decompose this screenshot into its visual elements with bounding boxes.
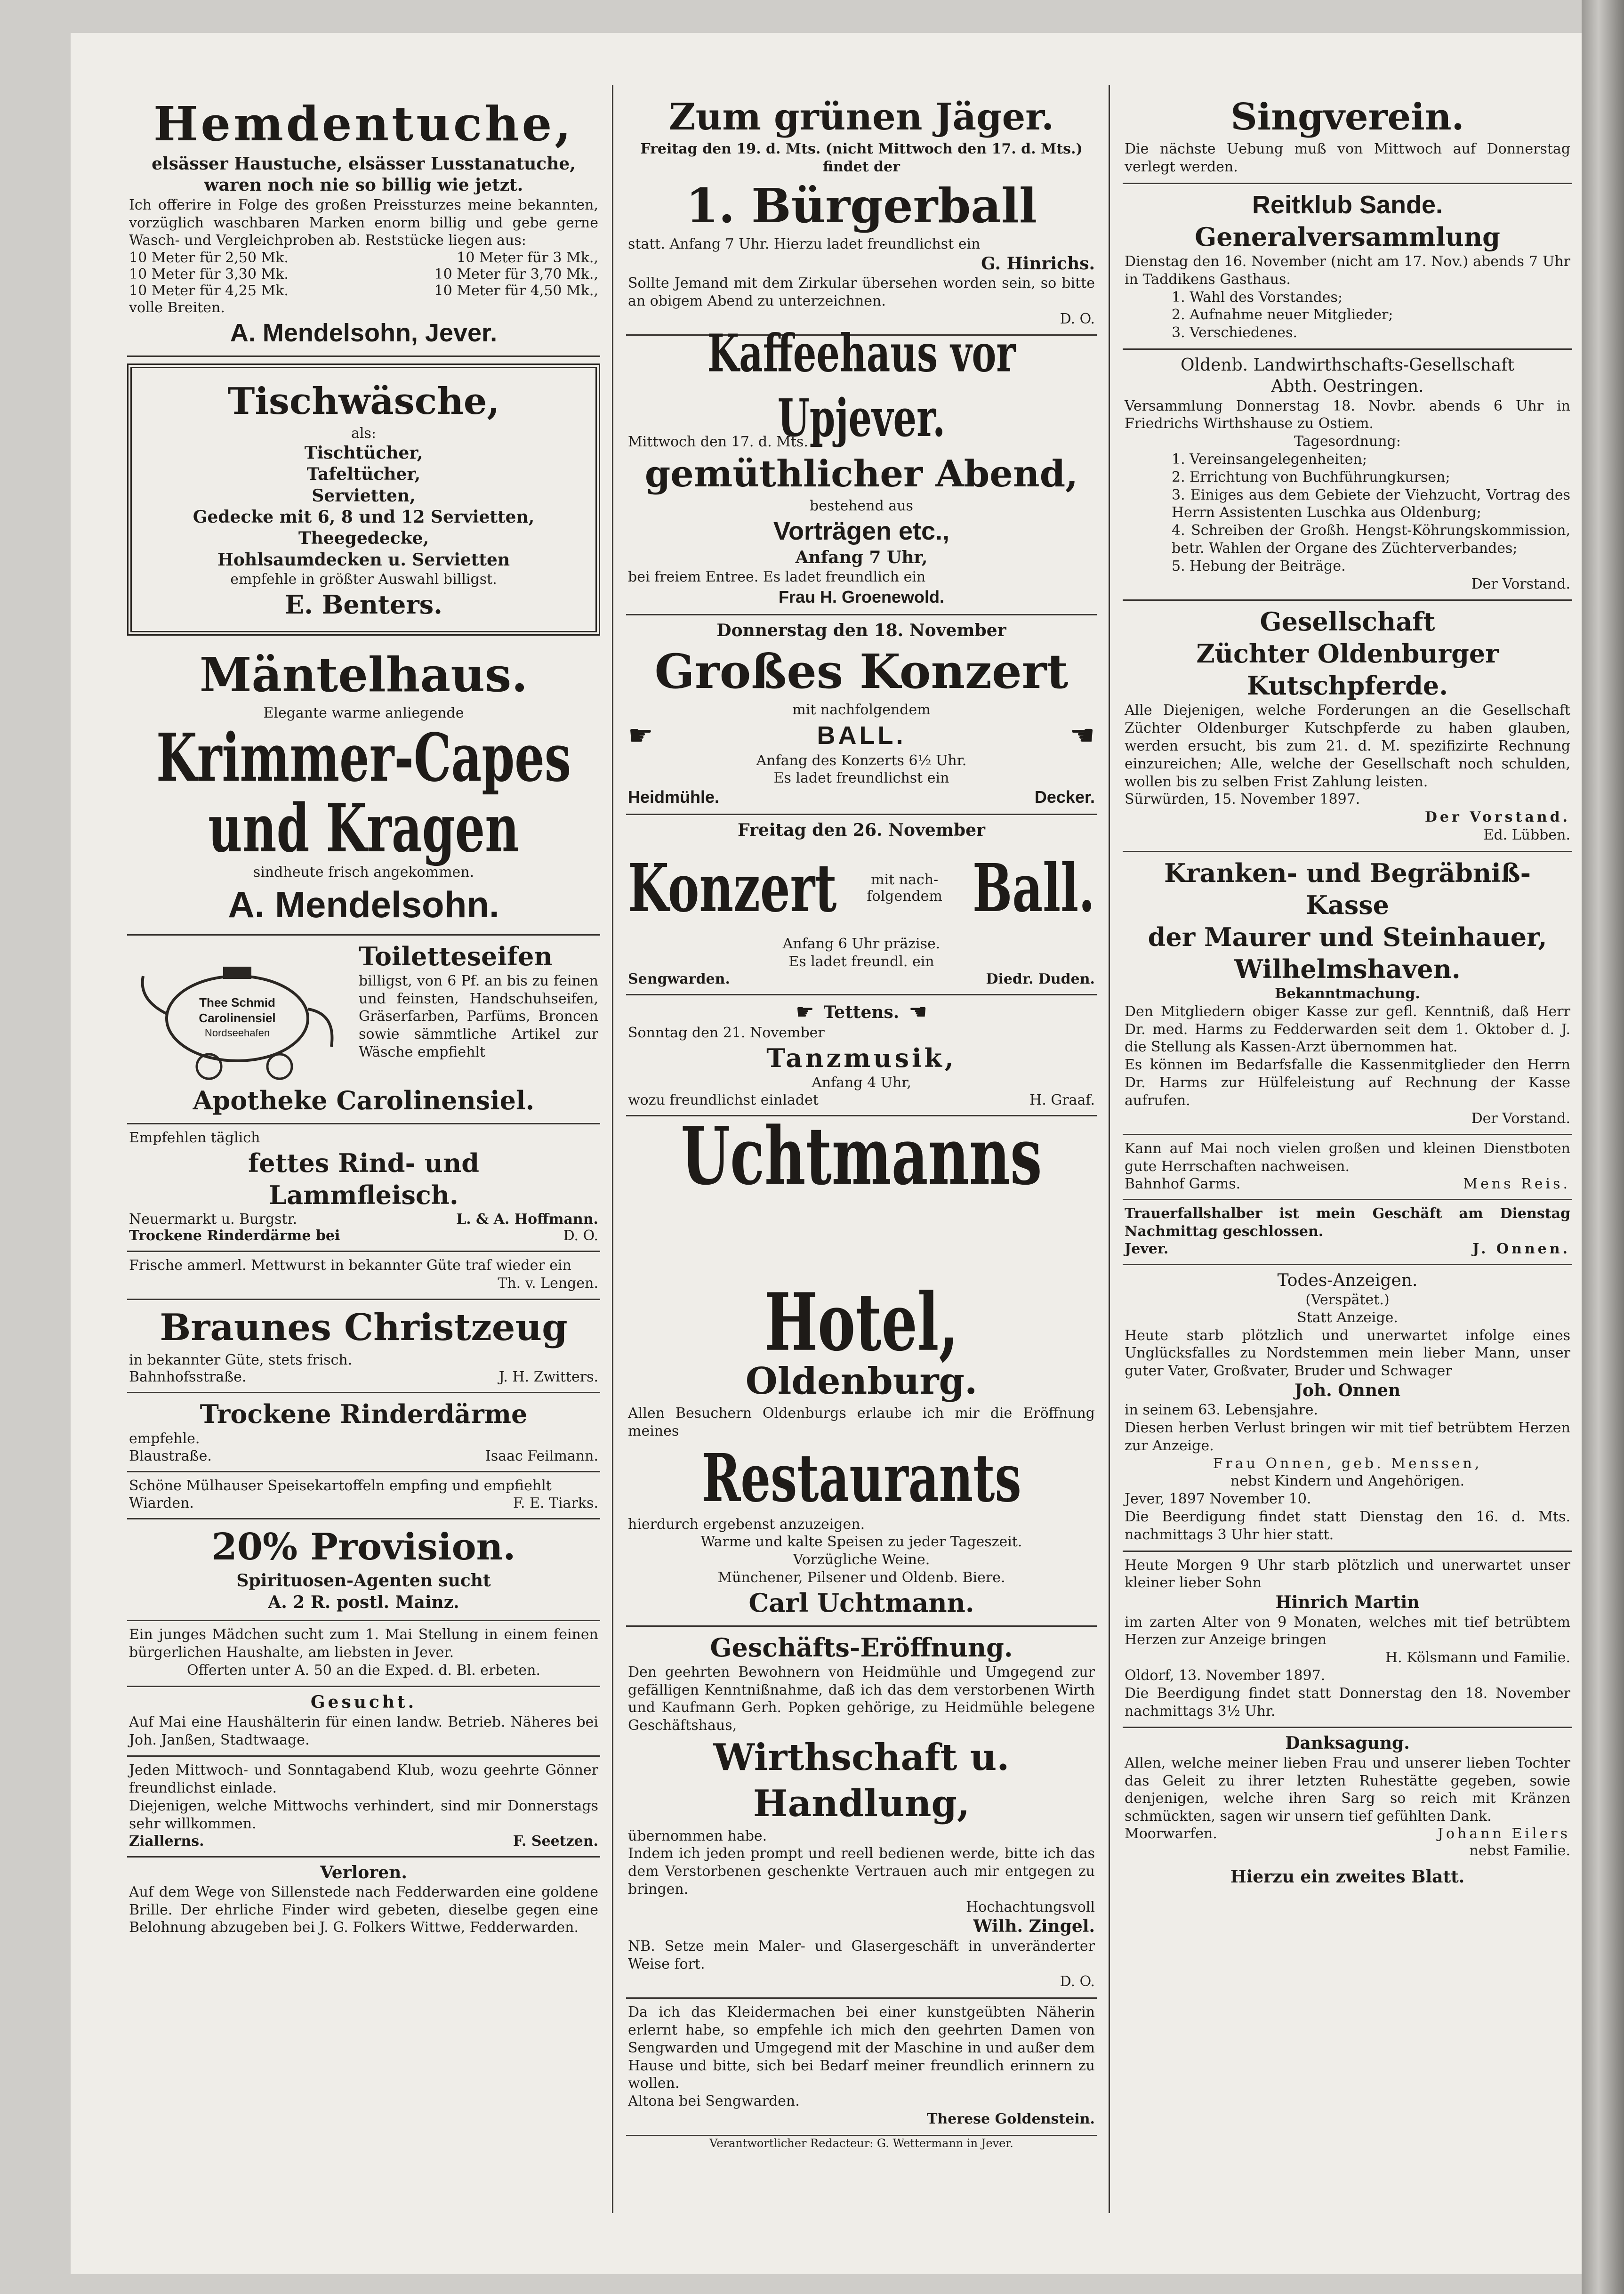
ad-rinderdaerme: Trockene Rinderdärme empfehle. Blaustraße. Isaac Feilmann. xyxy=(127,1393,600,1472)
column-left xyxy=(127,89,600,2208)
ad-title: Trockene Rinderdärme xyxy=(200,1399,528,1430)
ad-gruener-jaeger: Zum grünen Jäger. Freitag den 19. d. Mts. (nicht Mittwoch den 17. d. Mts.) findet der 1. Bürgerball statt. Anfang 7 Uhr. Hierzu ladet freundlichst ein G. Hinrichs. Sollte Jemand mit dem Zirkular übersehen worden sein, so bitte an obigem Abend zu unterzeichnen. D. O. xyxy=(626,89,1097,336)
ad-title: Gesucht. xyxy=(310,1692,417,1712)
ad-uchtmanns-hotel: Uchtmanns Hotel, Oldenburg. Allen Besuchern Oldenburgs erlaube ich mir die Eröffnung meines Restaurants hierdurch ergebenst anzuzeigen. Warme und kalte Speisen zu jeder Tageszeit. Vorzügliche Weine. Münchener, Pilsener und Oldenb. Biere. Carl Uchtmann. xyxy=(626,1116,1097,1627)
pointing-hand-right-icon: ☛ xyxy=(628,719,653,752)
ad-title: Reitklub Sande. xyxy=(1252,190,1443,219)
ad-title: Singverein. xyxy=(1230,96,1464,138)
advertiser-name: G. Hinrichs. xyxy=(981,253,1095,274)
advertiser-name: Wilh. Zingel. xyxy=(973,1916,1095,1937)
ad-reitklub: Reitklub Sande. Generalversammlung Dienstag den 16. November (nicht am 17. Nov.) abends 7 Uhr in Taddikens Gasthaus. 1. Wahl des Vorstandes; 2. Aufnahme neuer Mitglieder; 3. Verschiedenes. xyxy=(1123,184,1572,350)
ad-toiletteseifen: Thee Schmid Carolinensiel Nordseehafen Toiletteseifen billigst, von 6 Pf. an bis zu feinen und feinsten, Handschuhseifen, Gräserfarben, Parfüms, Broncen sowie sämmtliche Artikel zur Wäsche empfiehlt Apotheke Carolinensiel. xyxy=(127,936,600,1124)
advertiser-name: E. Benters. xyxy=(285,589,442,620)
ad-verloren: Verloren. Auf dem Wege von Sillenstede nach Fedderwarden eine goldene Brille. Der ehrliche Finder wird gebeten, dieselbe gegen eine Belohnung abzugeben bei J. G. Folkers Wittwe, Fedderwarden. xyxy=(129,1862,598,1936)
ad-todes-anzeige-martin: Heute Morgen 9 Uhr starb plötzlich und unerwartet unser kleiner lieber Sohn Hinrich Martin im zarten Alter von 9 Monaten, welches mit tief betrübtem Herzen zur Anzeige bringen H. Kölsmann und Familie. Oldorf, 13. November 1897. Die Beerdigung findet statt Donnerstag den 18. November nachmittags 3½ Uhr. xyxy=(1123,1552,1572,1729)
ad-title: Geschäfts-Eröffnung. xyxy=(710,1632,1013,1663)
ad-mettwurst: Frische ammerl. Mettwurst in bekannter Güte traf wieder ein Th. v. Lengen. xyxy=(127,1252,600,1300)
ad-grosses-konzert: Donnerstag den 18. November Großes Konzert mit nachfolgendem ☛ BALL. ☚ Anfang des Konzerts 6½ Uhr. Es ladet freundlichst ein Heidmühle. Decker. xyxy=(626,615,1097,815)
ad-trauerfall: Trauerfallshalber ist mein Geschäft am Dienstag Nachmittag geschlossen. Jever. J. Onnen. xyxy=(1123,1200,1572,1265)
ad-konzert-ball: Freitag den 26. November Konzert mit nach- folgendem Ball. Anfang 6 Uhr präzise. Es ladet freundl. ein Sengwarden. Diedr. Duden. xyxy=(626,815,1097,995)
ad-title: Braunes Christzeug xyxy=(160,1306,568,1349)
ad-title: Todes-Anzeigen. xyxy=(1277,1270,1418,1290)
newspaper-page xyxy=(71,33,1582,2274)
ad-title: Toiletteseifen xyxy=(359,941,553,971)
ad-title: Großes Konzert xyxy=(654,643,1069,699)
column-rule xyxy=(612,85,613,2213)
ad-title: Verloren. xyxy=(320,1862,407,1882)
editor-footer: Verantwortlicher Redacteur: G. Wettermann in Jever. xyxy=(709,2136,1013,2150)
ad-gesucht: Gesucht. Auf Mai eine Haushälterin für einen landw. Betrieb. Näheres bei Joh. Janßen, Stadtwaage. xyxy=(127,1687,600,1757)
ad-title: Mäntelhaus. xyxy=(199,646,528,703)
pointing-hand-right-icon: ☛ xyxy=(796,1000,814,1025)
ad-singverein: Singverein. Die nächste Uebung muß von Mittwoch auf Donnerstag verlegt werden. xyxy=(1123,89,1572,184)
ad-rindfleisch: Empfehlen täglich fettes Rind- und Lammfleisch. Neuermarkt u. Burgstr. L. & A. Hoffmann. Trockene Rinderdärme bei D. O. xyxy=(127,1124,600,1252)
ad-todes-anzeige-onnen: Todes-Anzeigen. (Verspätet.) Statt Anzeige. Heute starb plötzlich und unerwartet infolge eines Unglücksfalles zu Nordstemmen mein lieber Mann, unser guter Vater, Großvater, Bruder und Schwager Joh. Onnen in seinem 63. Lebensjahre. Diesen herben Verlust bringen wir mit tief betrübtem Herzen zur Anzeige. Frau Onnen, geb. Menssen, nebst Kindern und Angehörigen. Jever, 1897 November 10. Die Beerdigung findet statt Dienstag den 16. d. Mts. nachmittags 3 Uhr hier statt. xyxy=(1123,1265,1572,1552)
ad-title: Kaffeehaus vor Upjever. xyxy=(707,324,1016,449)
ad-title: Danksagung. xyxy=(1285,1733,1410,1753)
column-right xyxy=(1123,89,1572,2208)
ad-dienstboten: Kann auf Mai noch vielen großen und kleinen Dienstboten gute Herrschaften nachweisen. Bahnhof Garms. Mens Reis. xyxy=(1123,1135,1572,1200)
ad-kaffeehaus: Kaffeehaus vor Upjever. Mittwoch den 17. d. Mts. gemüthlicher Abend, bestehend aus Vorträgen etc., Anfang 7 Uhr, bei freiem Entree. Es ladet freundlich ein Frau H. Groenewold. xyxy=(626,336,1097,615)
ad-title: Gesellschaft xyxy=(1260,606,1435,637)
ad-title: Zum grünen Jäger. xyxy=(668,96,1054,138)
ad-tischwaesche: Tischwäsche, als: Tischtücher, Tafeltücher, Servietten, Gedecke mit 6, 8 und 12 Servietten, Theegedecke, Hohlsaumdecken u. Servietten empfehle in größter Auswahl billigst. E. Benters. xyxy=(127,363,600,636)
ad-title: Kranken- und Begräbniß-Kasse xyxy=(1164,857,1531,920)
ad-danksagung: Danksagung. Allen, welche meiner lieben Frau und unserer lieben Tochter das Geleit zu ihrer letzten Ruhestätte gegeben, sowie denjenigen, welche ihren Sarg so reich mit Kränzen schmückten, sagen wir unsern tief gefühlten Dank. Moorwarfen. Johann Eilers nebst Familie. xyxy=(1125,1733,1570,1859)
ad-title: Hemdentuche, xyxy=(153,96,574,152)
ad-hemdentuche: Hemdentuche, elsässer Haustuche, elsässer Lusstanatuche, waren noch nie so billig wie jetzt. Ich offerire in Folge des großen Preissturzes meine bekannten, vorzüglich waschbaren Marken enorm billig und gebe gerne Wasch- und Vergleichproben ab. Reststücke liegen aus: 10 Meter für 2,50 Mk. 10 Meter für 3 Mk., 10 Meter für 3,30 Mk. 10 Meter für 3,70 Mk., 10 Meter für 4,25 Mk. 10 Meter für 4,50 Mk., volle Breiten. A. Mendelsohn, Jever. xyxy=(127,89,600,357)
book-spine xyxy=(1582,0,1624,2294)
ad-title: 20% Provision. xyxy=(211,1526,516,1569)
illustration-label: Carolinensiel xyxy=(199,1010,276,1025)
second-sheet-note: Hierzu ein zweites Blatt. xyxy=(1230,1866,1465,1887)
illustration-label: Thee Schmid xyxy=(199,995,275,1010)
ad-geschaefts-eroeffnung: Geschäfts-Eröffnung. Den geehrten Bewohnern von Heidmühle und Umgegend zur gefälligen Kenntnißnahme, daß ich das dem verstorbenen Wirth und Kaufmann Gerh. Popken gehörige, zu Heidmühle belegene Geschäftshaus, Wirthschaft u. Handlung, übernommen habe. Indem ich jeden prompt und reell bedienen werde, bitte ich das dem Verstorbenen geschenkte Vertrauen auch mir entgegen zu bringen. Hochachtungsvoll Wilh. Zingel. NB. Setze mein Maler- und Glasergeschäft in unveränderter Weise fort. D. O. xyxy=(626,1627,1097,1999)
ad-title: Oldenb. Landwirthschafts-Gesellschaft xyxy=(1181,355,1514,375)
ad-zuechter: Gesellschaft Züchter Oldenburger Kutschpferde. Alle Diejenigen, welche Forderungen an die Gesellschaft Züchter Oldenburger Kutschpferde zu haben glauben, werden ersucht, bis zum 21. d. M. spezifizirte Rechnung einzureichen; Alle, welche der Gesellschaft noch schulden, wollen bis zu selben Frist Zahlung leisten. Sürwürden, 15. November 1897. Der Vorstand. Ed. Lübben. xyxy=(1123,601,1572,852)
teapot-illustration xyxy=(129,943,350,1084)
ad-krankenkasse: Kranken- und Begräbniß-Kasse der Maurer und Steinhauer, Wilhelmshaven. Bekanntmachung. Den Mitgliedern obiger Kasse zur gefl. Kenntniß, daß Herr Dr. med. Harms zu Fedderwarden seit dem 1. Oktober d. J. die Stellung als Kassen-Arzt übernommen hat. Es können im Bedarfsfalle die Kassenmitglieder den Herrn Dr. Harms zur Hülfeleistung auf Rechnung der Kasse aufrufen. Der Vorstand. xyxy=(1123,852,1572,1136)
ad-christzeug: Braunes Christzeug in bekannter Güte, stets frisch. Bahnhofsstraße. J. H. Zwitters. xyxy=(127,1300,600,1393)
pointing-hand-left-icon: ☚ xyxy=(908,1000,927,1025)
column-rule xyxy=(1109,85,1110,2213)
ad-maedchen: Ein junges Mädchen sucht zum 1. Mai Stellung in einem feinen bürgerlichen Haushalte, am liebsten in Jever. Offerten unter A. 50 an die Exped. d. Bl. erbeten. xyxy=(127,1621,600,1687)
advertiser-name: Frau H. Groenewold. xyxy=(778,587,945,606)
ad-maentelhaus: Mäntelhaus. Elegante warme anliegende Krimmer-Capes und Kragen sindheute frisch angekommen. A. Mendelsohn. xyxy=(127,640,600,936)
advertiser-name: Carl Uchtmann. xyxy=(748,1587,974,1618)
ad-provision: 20% Provision. Spirituosen-Agenten sucht A. 2 R. postl. Mainz. xyxy=(127,1519,600,1621)
ad-landwirthschaft: Oldenb. Landwirthschafts-Gesellschaft Abth. Oestringen. Versammlung Donnerstag 18. Novbr. abends 6 Uhr in Friedrichs Wirthshause zu Ostiem. Tagesordnung: 1. Vereinsangelegenheiten; 2. Errichtung von Buchführungkursen; 3. Einiges aus dem Gebiete der Viehzucht, Vortrag des Herrn Assistenten Luschka aus Oldenburg; 4. Schreiben der Großh. Hengst-Köhrungskommission, betr. Wahlen der Organe des Züchterverbandes; 5. Hebung der Beiträge. Der Vorstand. xyxy=(1123,350,1572,601)
illustration-label: Nordseehafen xyxy=(204,1026,270,1039)
ad-klub: Jeden Mittwoch- und Sonntagabend Klub, wozu geehrte Gönner freundlichst einlade. Diejenigen, welche Mittwochs verhindert, sind mir Donnerstags sehr willkommen. Ziallerns. F. Seetzen. xyxy=(127,1757,600,1857)
ad-kartoffeln: Schöne Mülhauser Speisekartoffeln empfing und empfiehlt Wiarden. F. E. Tiarks. xyxy=(127,1472,600,1519)
ad-naeherin: Da ich das Kleidermachen bei einer kunstgeübten Näherin erlernt habe, so empfehle ich mich den geehrten Damen von Sengwarden und Umgegend mit der Maschine in und außer dem Hause und bitte, sich bei Bedarf meiner freundlich erinnern zu wollen. Altona bei Sengwarden. Therese Goldenstein. xyxy=(626,1999,1097,2136)
column-middle xyxy=(626,89,1097,2208)
ad-title: Tischwäsche, xyxy=(227,380,500,423)
pointing-hand-left-icon: ☚ xyxy=(1069,719,1095,752)
advertiser-name: A. Mendelsohn, Jever. xyxy=(230,318,498,347)
ad-title: Uchtmanns Hotel, xyxy=(681,1109,1042,1369)
ad-tettens: ☛ Tettens. ☚ Sonntag den 21. November Tanzmusik, Anfang 4 Uhr, wozu freundlichst einladet H. Graaf. xyxy=(626,995,1097,1116)
advertiser-name: Apotheke Carolinensiel. xyxy=(193,1085,535,1115)
advertiser-name: A. Mendelsohn. xyxy=(228,883,499,925)
